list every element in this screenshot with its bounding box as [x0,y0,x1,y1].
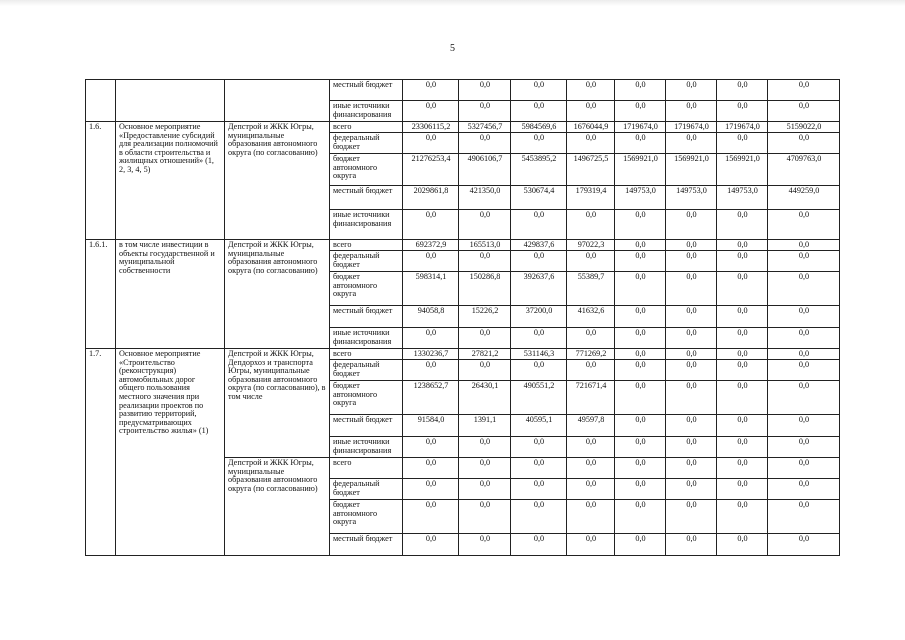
row-number-cell: 1.6. [86,122,116,240]
amount-cell: 449259,0 [768,186,840,210]
amount-cell: 0,0 [567,210,615,240]
amount-cell: 0,0 [615,133,666,154]
amount-cell: 0,0 [768,101,840,122]
amount-cell: 0,0 [403,458,459,479]
amount-cell: 5327456,7 [459,122,511,133]
amount-cell: 40595,1 [511,415,567,437]
amount-cell: 149753,0 [615,186,666,210]
amount-cell: 0,0 [717,479,768,500]
amount-cell: 0,0 [567,133,615,154]
funding-source-cell: иные источники финансирования [330,101,403,122]
executor-cell: Депстрой и ЖКК Югры, муниципальные образования автономного округа (по согласованию) [225,458,330,556]
amount-cell: 0,0 [666,458,717,479]
amount-cell: 0,0 [717,360,768,381]
amount-cell: 0,0 [666,133,717,154]
funding-source-cell: всего [330,240,403,251]
funding-source-cell: местный бюджет [330,80,403,101]
amount-cell: 0,0 [615,328,666,349]
amount-cell: 0,0 [459,251,511,272]
amount-cell: 0,0 [666,210,717,240]
amount-cell: 0,0 [459,534,511,556]
amount-cell: 0,0 [615,415,666,437]
amount-cell: 0,0 [717,415,768,437]
amount-cell: 1569921,0 [666,154,717,186]
amount-cell: 4709763,0 [768,154,840,186]
table-row [86,349,840,360]
amount-cell: 0,0 [511,500,567,534]
activity-name-cell: Основное мероприятие «Предоставление субсидий для реализации полномочий в области строительства и жилищных отношений» (1, 2, 3, 4, 5) [116,122,225,240]
amount-cell: 0,0 [403,80,459,101]
amount-cell: 21276253,4 [403,154,459,186]
amount-cell: 0,0 [511,80,567,101]
amount-cell: 0,0 [511,534,567,556]
amount-cell: 1391,1 [459,415,511,437]
amount-cell: 15226,2 [459,306,511,328]
amount-cell: 0,0 [511,360,567,381]
amount-cell: 0,0 [511,437,567,458]
amount-cell: 5984569,6 [511,122,567,133]
amount-cell: 0,0 [567,251,615,272]
amount-cell: 429837,6 [511,240,567,251]
funding-source-cell: федеральный бюджет [330,133,403,154]
funding-source-cell: иные источники финансирования [330,210,403,240]
amount-cell: 0,0 [717,210,768,240]
amount-cell: 55389,7 [567,272,615,306]
amount-cell: 0,0 [567,101,615,122]
amount-cell: 0,0 [717,500,768,534]
amount-cell: 0,0 [615,381,666,415]
amount-cell: 0,0 [768,240,840,251]
amount-cell: 0,0 [717,349,768,360]
amount-cell: 0,0 [459,210,511,240]
amount-cell: 41632,6 [567,306,615,328]
amount-cell: 0,0 [768,360,840,381]
funding-source-cell: местный бюджет [330,415,403,437]
amount-cell: 0,0 [403,534,459,556]
amount-cell: 0,0 [459,360,511,381]
row-number-cell [86,80,116,122]
executor-cell: Депстрой и ЖКК Югры, муниципальные образования автономного округа (по согласованию) [225,122,330,240]
funding-source-cell: федеральный бюджет [330,360,403,381]
amount-cell: 0,0 [403,360,459,381]
amount-cell: 150286,8 [459,272,511,306]
executor-cell: Депстрой и ЖКК Югры, муниципальные образования автономного округа (по согласованию) [225,240,330,349]
amount-cell: 0,0 [459,133,511,154]
funding-source-cell: местный бюджет [330,306,403,328]
amount-cell: 1719674,0 [615,122,666,133]
amount-cell: 0,0 [459,80,511,101]
amount-cell: 0,0 [768,479,840,500]
amount-cell: 0,0 [459,101,511,122]
amount-cell: 0,0 [768,415,840,437]
amount-cell: 0,0 [768,437,840,458]
amount-cell: 0,0 [768,133,840,154]
amount-cell: 0,0 [403,101,459,122]
amount-cell: 0,0 [615,349,666,360]
funding-source-cell: всего [330,122,403,133]
funding-source-cell: местный бюджет [330,186,403,210]
amount-cell: 0,0 [717,534,768,556]
funding-source-cell: бюджет автономного округа [330,272,403,306]
amount-cell: 0,0 [459,437,511,458]
amount-cell: 0,0 [567,328,615,349]
amount-cell: 0,0 [615,437,666,458]
amount-cell: 2029861,8 [403,186,459,210]
amount-cell: 0,0 [768,251,840,272]
amount-cell: 1719674,0 [717,122,768,133]
budget-table [85,79,840,556]
amount-cell: 0,0 [615,272,666,306]
amount-cell: 0,0 [615,101,666,122]
funding-source-cell: федеральный бюджет [330,479,403,500]
amount-cell: 0,0 [615,306,666,328]
row-number-cell: 1.6.1. [86,240,116,349]
scan-edge [0,0,905,6]
amount-cell: 0,0 [567,458,615,479]
amount-cell: 0,0 [567,437,615,458]
funding-source-cell: бюджет автономного округа [330,500,403,534]
amount-cell: 1569921,0 [717,154,768,186]
activity-name-cell [116,80,225,122]
amount-cell: 0,0 [615,479,666,500]
amount-cell: 0,0 [717,458,768,479]
amount-cell: 0,0 [615,210,666,240]
amount-cell: 0,0 [615,80,666,101]
funding-source-cell: иные источники финансирования [330,328,403,349]
amount-cell: 179319,4 [567,186,615,210]
amount-cell: 0,0 [768,272,840,306]
amount-cell: 0,0 [717,240,768,251]
amount-cell: 0,0 [666,437,717,458]
amount-cell: 0,0 [403,479,459,500]
amount-cell: 0,0 [403,437,459,458]
amount-cell: 0,0 [403,328,459,349]
amount-cell: 1496725,5 [567,154,615,186]
table-row [86,122,840,133]
amount-cell: 0,0 [768,80,840,101]
funding-source-cell: бюджет автономного округа [330,381,403,415]
amount-cell: 0,0 [666,534,717,556]
funding-source-cell: местный бюджет [330,534,403,556]
amount-cell: 0,0 [666,80,717,101]
amount-cell: 4906106,7 [459,154,511,186]
amount-cell: 0,0 [717,251,768,272]
amount-cell: 0,0 [666,349,717,360]
amount-cell: 421350,0 [459,186,511,210]
amount-cell: 26430,1 [459,381,511,415]
amount-cell: 97022,3 [567,240,615,251]
amount-cell: 0,0 [511,251,567,272]
amount-cell: 0,0 [511,479,567,500]
funding-source-cell: федеральный бюджет [330,251,403,272]
amount-cell: 0,0 [459,458,511,479]
amount-cell: 0,0 [615,534,666,556]
amount-cell: 0,0 [459,479,511,500]
amount-cell: 0,0 [666,500,717,534]
amount-cell: 0,0 [717,80,768,101]
amount-cell: 0,0 [768,534,840,556]
amount-cell: 0,0 [567,80,615,101]
activity-name-cell: в том числе инвестиции в объекты государственной и муниципальной собственности [116,240,225,349]
row-number-cell: 1.7. [86,349,116,556]
amount-cell: 91584,0 [403,415,459,437]
amount-cell: 5159022,0 [768,122,840,133]
amount-cell: 49597,8 [567,415,615,437]
amount-cell: 0,0 [768,328,840,349]
amount-cell: 165513,0 [459,240,511,251]
amount-cell: 0,0 [717,437,768,458]
amount-cell: 0,0 [717,381,768,415]
amount-cell: 0,0 [666,381,717,415]
amount-cell: 27821,2 [459,349,511,360]
amount-cell: 149753,0 [717,186,768,210]
amount-cell: 0,0 [511,133,567,154]
table-row [86,240,840,251]
amount-cell: 0,0 [567,500,615,534]
amount-cell: 771269,2 [567,349,615,360]
amount-cell: 94058,8 [403,306,459,328]
executor-cell [225,80,330,122]
amount-cell: 0,0 [768,458,840,479]
amount-cell: 0,0 [768,349,840,360]
amount-cell: 0,0 [768,500,840,534]
amount-cell: 598314,1 [403,272,459,306]
activity-name-cell: Основное мероприятие «Строительство (реконструкция) автомобильных дорог общего пользования местного значения при реализации проектов по развитию территорий, предусматривающих строительство жилья» (1) [116,349,225,556]
amount-cell: 0,0 [511,458,567,479]
amount-cell: 0,0 [567,479,615,500]
amount-cell: 1719674,0 [666,122,717,133]
amount-cell: 0,0 [459,500,511,534]
amount-cell: 721671,4 [567,381,615,415]
amount-cell: 0,0 [717,133,768,154]
amount-cell: 0,0 [403,133,459,154]
amount-cell: 0,0 [511,328,567,349]
executor-cell: Депстрой и ЖКК Югры, Депдорхоз и транспорта Югры, муниципальные образования автономного округа (по согласованию), в том числе [225,349,330,458]
amount-cell: 0,0 [511,210,567,240]
amount-cell: 0,0 [403,251,459,272]
amount-cell: 1238652,7 [403,381,459,415]
amount-cell: 0,0 [666,328,717,349]
amount-cell: 531146,3 [511,349,567,360]
amount-cell: 0,0 [717,306,768,328]
amount-cell: 0,0 [666,415,717,437]
amount-cell: 0,0 [567,360,615,381]
amount-cell: 0,0 [768,210,840,240]
amount-cell: 0,0 [615,240,666,251]
amount-cell: 0,0 [615,360,666,381]
amount-cell: 392637,6 [511,272,567,306]
amount-cell: 0,0 [717,272,768,306]
amount-cell: 0,0 [666,240,717,251]
amount-cell: 0,0 [459,328,511,349]
amount-cell: 37200,0 [511,306,567,328]
amount-cell: 0,0 [403,500,459,534]
amount-cell: 0,0 [615,251,666,272]
amount-cell: 692372,9 [403,240,459,251]
funding-source-cell: бюджет автономного округа [330,154,403,186]
amount-cell: 530674,4 [511,186,567,210]
amount-cell: 1569921,0 [615,154,666,186]
amount-cell: 0,0 [615,500,666,534]
amount-cell: 0,0 [403,210,459,240]
amount-cell: 0,0 [666,251,717,272]
amount-cell: 0,0 [666,272,717,306]
amount-cell: 149753,0 [666,186,717,210]
funding-source-cell: всего [330,458,403,479]
amount-cell: 0,0 [768,381,840,415]
funding-source-cell: иные источники финансирования [330,437,403,458]
table-row [86,80,840,101]
amount-cell: 5453895,2 [511,154,567,186]
amount-cell: 0,0 [768,306,840,328]
amount-cell: 0,0 [666,306,717,328]
amount-cell: 1330236,7 [403,349,459,360]
amount-cell: 23306115,2 [403,122,459,133]
amount-cell: 0,0 [666,479,717,500]
amount-cell: 0,0 [615,458,666,479]
amount-cell: 1676044,9 [567,122,615,133]
amount-cell: 0,0 [666,360,717,381]
funding-source-cell: всего [330,349,403,360]
amount-cell: 490551,2 [511,381,567,415]
amount-cell: 0,0 [567,534,615,556]
amount-cell: 0,0 [511,101,567,122]
amount-cell: 0,0 [717,328,768,349]
amount-cell: 0,0 [717,101,768,122]
page-number: 5 [450,43,455,54]
amount-cell: 0,0 [666,101,717,122]
